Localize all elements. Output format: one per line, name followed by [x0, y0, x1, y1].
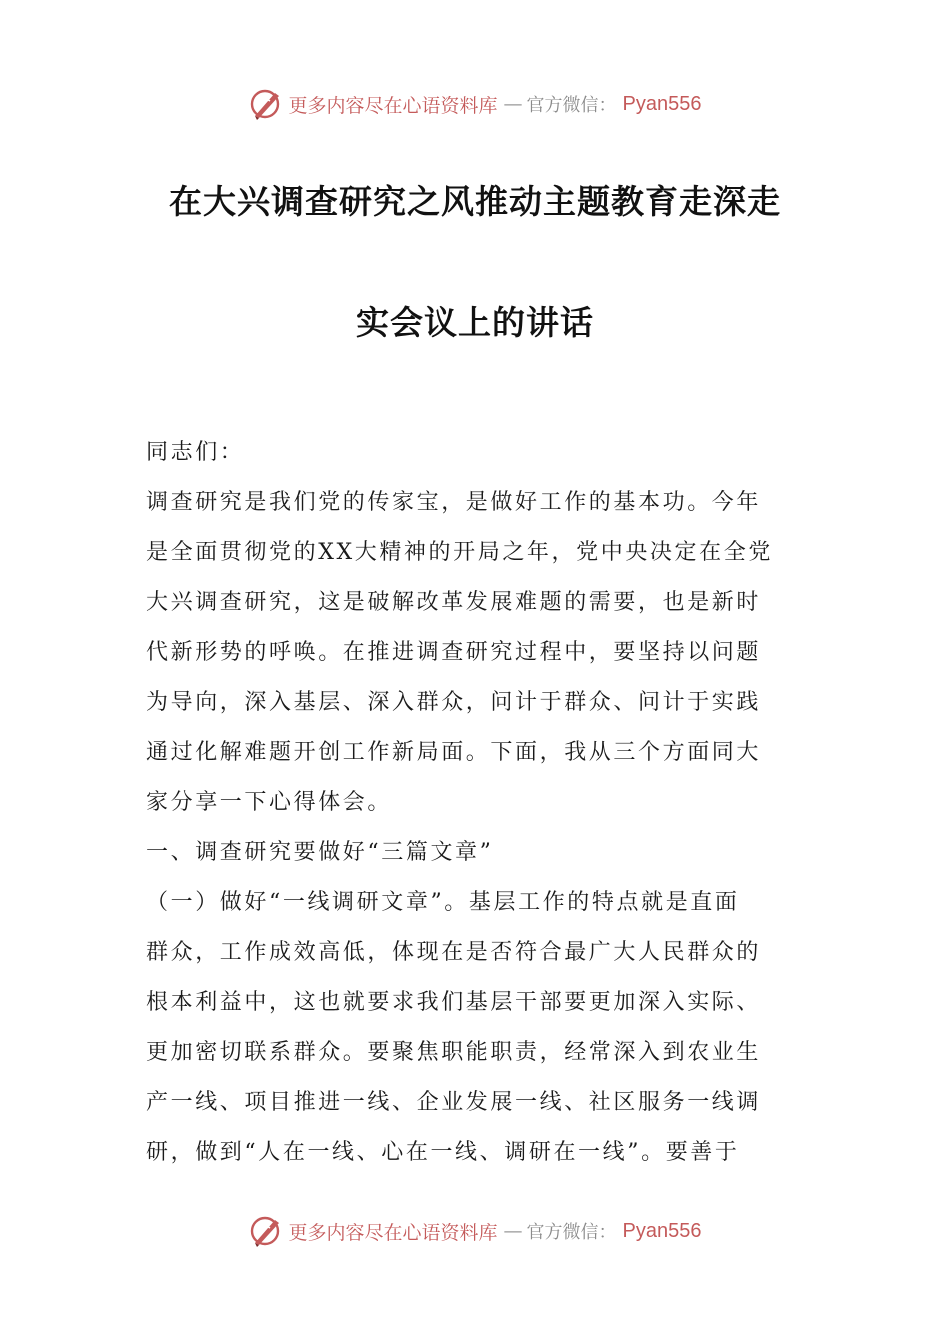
watermark-wechat-id: Pyan556	[622, 1219, 702, 1242]
watermark-header	[0, 84, 950, 124]
watermark-text: 更多内容尽在心语资料库	[288, 94, 498, 117]
section-heading: 一、调查研究要做好“三篇文章”	[146, 840, 494, 865]
document-body	[146, 428, 814, 1178]
document-title-line-2: 实会议上的讲话	[356, 303, 594, 342]
watermark-wechat-id: Pyan556	[622, 92, 702, 115]
watermark-separator: —	[503, 1220, 521, 1242]
body-line: 研，做到“人在一线、心在一线、调研在一线”。要善于	[146, 1140, 740, 1165]
watermark-text: 更多内容尽在心语资料库	[288, 1221, 498, 1244]
watermark-label: 官方微信：	[526, 95, 617, 116]
body-line: 家分享一下心得体会。	[146, 790, 393, 815]
body-line: 更加密切联系群众。要聚焦职能职责，经常深入到农业生	[146, 1040, 762, 1065]
watermark-separator: —	[503, 93, 521, 115]
watermark-label: 官方微信：	[526, 1222, 617, 1243]
body-line: 是全面贯彻党的XX大精神的开局之年，党中央决定在全党	[146, 540, 773, 565]
body-line: 调查研究是我们党的传家宝，是做好工作的基本功。今年	[146, 490, 762, 515]
watermark-footer	[0, 1211, 950, 1251]
body-line: 代新形势的呼唤。在推进调查研究过程中，要坚持以问题	[146, 640, 762, 665]
body-line: 通过化解难题开创工作新局面。下面，我从三个方面同大	[146, 740, 762, 765]
salutation: 同志们：	[146, 440, 245, 465]
document-title-line-1: 在大兴调查研究之风推动主题教育走深走	[169, 182, 781, 221]
subsection-line: （一）做好“一线调研文章”。基层工作的特点就是直面	[146, 890, 740, 915]
pen-logo-icon	[249, 1214, 283, 1248]
body-line: 群众，工作成效高低，体现在是否符合最广大人民群众的	[146, 940, 762, 965]
body-line: 产一线、项目推进一线、企业发展一线、社区服务一线调	[146, 1090, 762, 1115]
pen-logo-icon	[249, 87, 283, 121]
body-line: 大兴调查研究，这是破解改革发展难题的需要，也是新时	[146, 590, 762, 615]
body-line: 为导向，深入基层、深入群众，问计于群众、问计于实践	[146, 690, 762, 715]
body-line: 根本利益中，这也就要求我们基层干部要更加深入实际、	[146, 990, 762, 1015]
